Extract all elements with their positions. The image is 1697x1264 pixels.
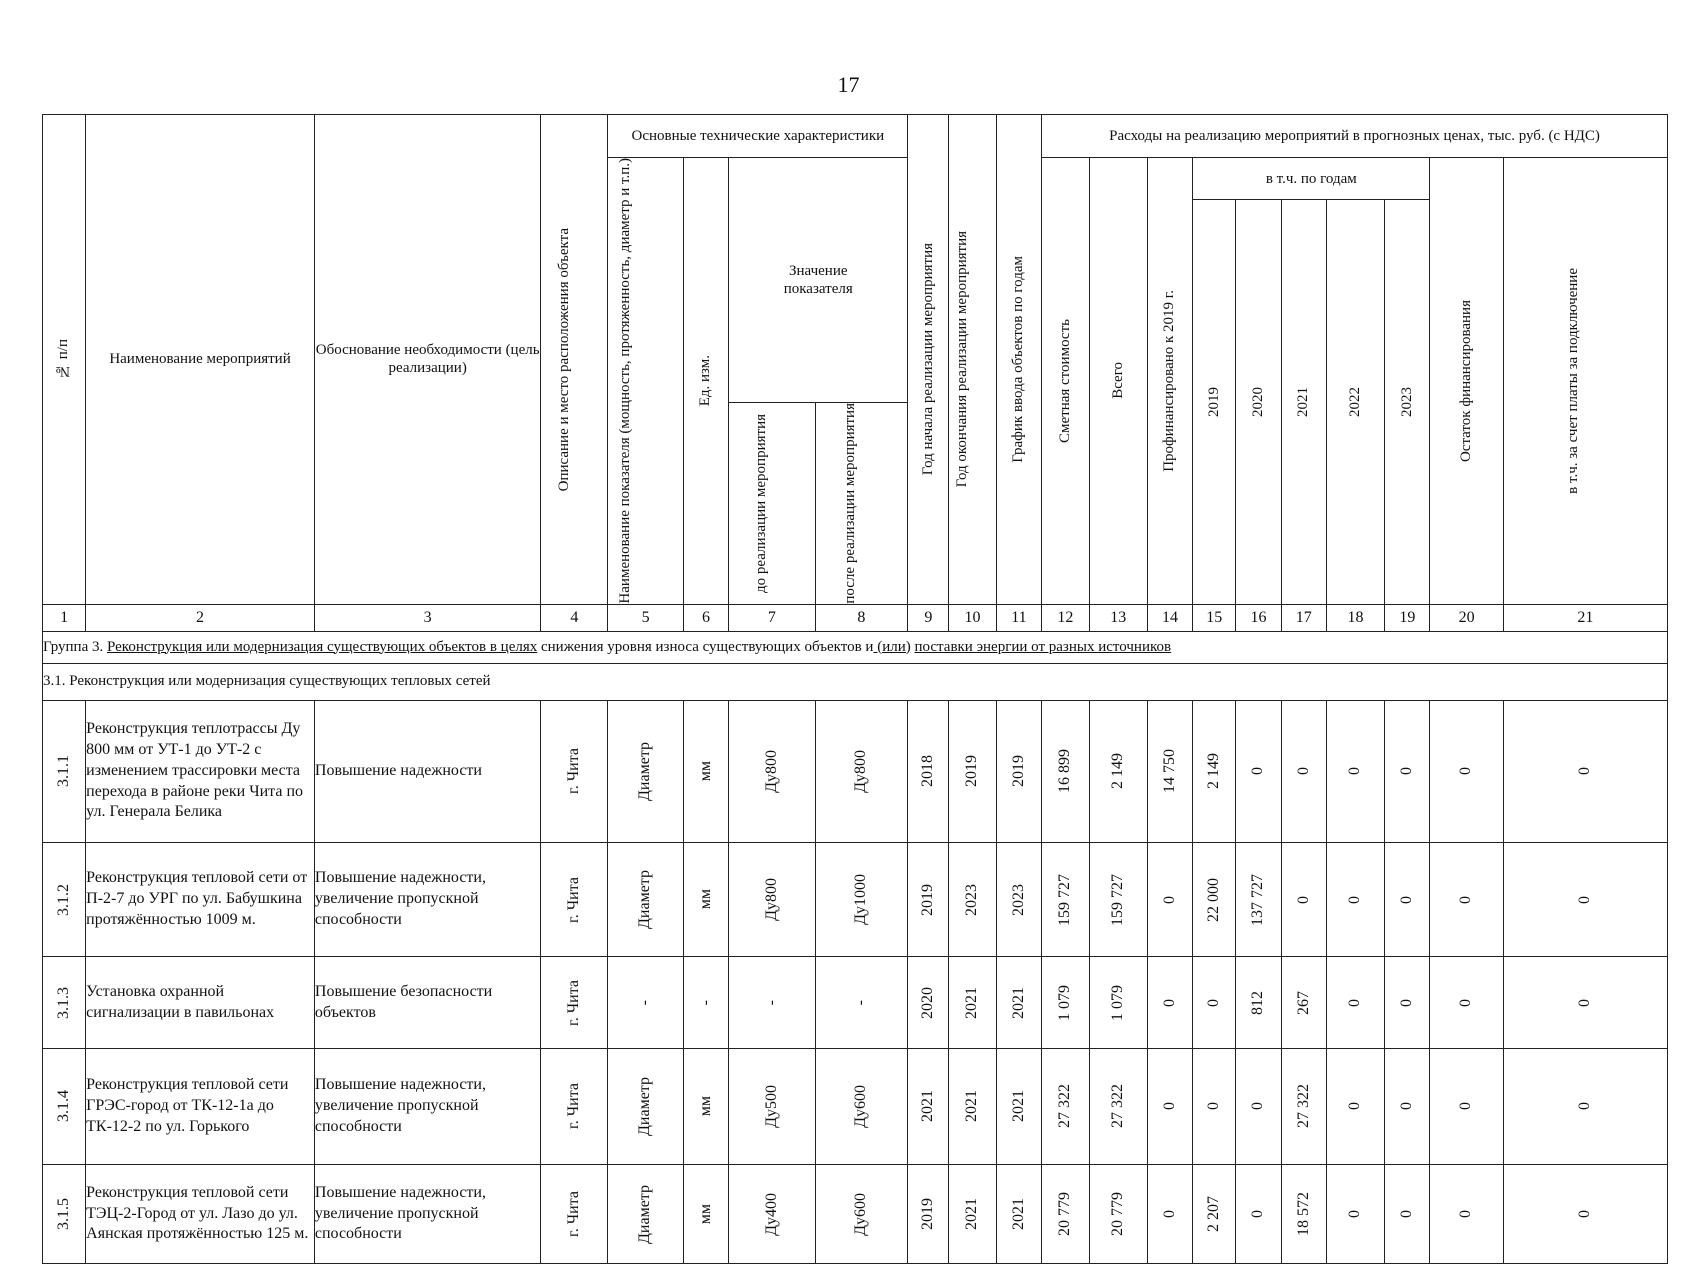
location: [541, 1048, 608, 1164]
cost-2020: [1236, 700, 1281, 842]
row-number: [43, 1165, 86, 1264]
value-before: [729, 1048, 815, 1164]
start-year-text: 2019: [919, 883, 937, 916]
financed-2019: [1147, 957, 1192, 1048]
column-number: 17: [1281, 604, 1326, 631]
activity-name: Реконструкция теплотрассы Ду 800 мм от УТ-1 до УТ-2 с изменением трассировки места перехода в районе реки Чита по ул. Генерала Белика: [86, 700, 315, 842]
column-number: 15: [1193, 604, 1236, 631]
estimate-cost-text: 20 779: [1056, 1192, 1074, 1237]
remainder-text: 0: [1457, 767, 1475, 776]
remainder: [1430, 700, 1503, 842]
column-number: 4: [541, 604, 608, 631]
cost-2022-text: 0: [1346, 767, 1364, 776]
location-text: г. Чита: [565, 979, 583, 1026]
cost-2023: [1385, 957, 1430, 1048]
header-connection-fee: в т.ч. за счет платы за подключение: [1503, 158, 1667, 605]
remainder-text: 0: [1457, 1210, 1475, 1219]
header-start-year: Год начала реализации мероприятия: [908, 115, 949, 605]
schedule-year-text: 2023: [1009, 883, 1027, 916]
subgroup-title: 3.1. Реконструкция или модернизация существующих тепловых сетей: [43, 663, 1668, 700]
end-year: [949, 1048, 996, 1164]
header-justification: Обоснование необходимости (цель реализации): [314, 115, 541, 605]
financed-2019-text: 0: [1160, 998, 1178, 1007]
estimate-cost: [1042, 957, 1089, 1048]
value-after: [815, 1165, 908, 1264]
table-row: [43, 957, 1668, 1048]
location: [541, 957, 608, 1048]
table-row: [43, 1165, 1668, 1264]
cost-2019: [1193, 1165, 1236, 1264]
justification: Повышение безопасности объектов: [314, 957, 541, 1048]
estimate-cost-text: 1 079: [1056, 984, 1074, 1021]
header-year-2023: 2023: [1385, 200, 1430, 605]
investment-program-table: [42, 114, 1668, 1264]
location-text: г. Чита: [565, 876, 583, 923]
total-cost: [1089, 1048, 1147, 1164]
schedule-year-text: 2021: [1009, 986, 1027, 1019]
row-number-text: 3.1.2: [54, 883, 72, 916]
cost-2023-text: 0: [1398, 767, 1416, 776]
cost-2023-text: 0: [1398, 1210, 1416, 1219]
column-number: 7: [729, 604, 815, 631]
header-end-year: Год окончания реализации мероприятия: [949, 115, 996, 605]
cost-2021-text: 267: [1294, 990, 1312, 1015]
indicator-name-text: Диаметр: [636, 741, 654, 801]
cost-2021: [1281, 957, 1326, 1048]
value-after: [815, 957, 908, 1048]
header-unit: Ед. изм.: [683, 158, 728, 605]
cost-2019: [1193, 700, 1236, 842]
row-number-text: 3.1.5: [54, 1198, 72, 1231]
schedule-year-text: 2019: [1009, 755, 1027, 788]
cost-2022: [1326, 957, 1384, 1048]
remainder-text: 0: [1457, 895, 1475, 904]
connection-fee: [1503, 957, 1667, 1048]
column-number: 3: [314, 604, 541, 631]
column-number: 14: [1147, 604, 1192, 631]
indicator-name: [608, 1048, 684, 1164]
remainder: [1430, 842, 1503, 956]
column-number: 1: [43, 604, 86, 631]
column-number: 8: [815, 604, 908, 631]
value-before: [729, 700, 815, 842]
financed-2019: [1147, 1165, 1192, 1264]
financed-2019-text: 0: [1160, 1210, 1178, 1219]
estimate-cost-text: 27 322: [1056, 1084, 1074, 1129]
connection-fee: [1503, 1165, 1667, 1264]
row-number: [43, 957, 86, 1048]
estimate-cost-text: 16 899: [1056, 749, 1074, 794]
group-row: [43, 631, 1668, 663]
column-number: 18: [1326, 604, 1384, 631]
cost-2021-text: 27 322: [1294, 1084, 1312, 1129]
start-year: [908, 957, 949, 1048]
cost-2020-text: 137 727: [1249, 873, 1267, 926]
header-num: № п/п: [43, 115, 86, 605]
end-year: [949, 1165, 996, 1264]
schedule-year: [996, 1165, 1041, 1264]
header-after: после реализации мероприятия: [815, 402, 908, 604]
financed-2019-text: 0: [1160, 895, 1178, 904]
header-financed: Профинансировано к 2019 г.: [1147, 158, 1192, 605]
indicator-name-text: Диаметр: [636, 870, 654, 930]
start-year: [908, 1048, 949, 1164]
cost-2023-text: 0: [1398, 998, 1416, 1007]
financed-2019-text: 14 750: [1160, 749, 1178, 794]
unit: [683, 842, 728, 956]
header-main-tech: Основные технические характеристики: [608, 115, 908, 158]
schedule-year: [996, 842, 1041, 956]
cost-2020-text: 0: [1249, 1210, 1267, 1219]
estimate-cost: [1042, 700, 1089, 842]
column-number: 20: [1430, 604, 1503, 631]
unit-text: мм: [696, 1096, 714, 1117]
total-cost: [1089, 1165, 1147, 1264]
cost-2021-text: 0: [1294, 767, 1312, 776]
location: [541, 842, 608, 956]
cost-2020: [1236, 1048, 1281, 1164]
financed-2019-text: 0: [1160, 1102, 1178, 1111]
value-after-text: Ду600: [852, 1084, 870, 1128]
activity-name: Реконструкция тепловой сети ТЭЦ-2-Город от ул. Лазо до ул. Аянская протяжённостью 125 м.: [86, 1165, 315, 1264]
column-number: 21: [1503, 604, 1667, 631]
end-year-text: 2023: [963, 883, 981, 916]
cost-2023: [1385, 842, 1430, 956]
cost-2019: [1193, 1048, 1236, 1164]
activity-name: Реконструкция тепловой сети от П-2-7 до УРГ по ул. Бабушкина протяжённостью 1009 м.: [86, 842, 315, 956]
indicator-name: [608, 842, 684, 956]
total-cost-text: 20 779: [1108, 1192, 1126, 1237]
location: [541, 1165, 608, 1264]
value-after-text: Ду800: [852, 749, 870, 793]
value-before-text: Ду400: [762, 1192, 780, 1236]
value-before-text: Ду500: [762, 1084, 780, 1128]
column-number: 2: [86, 604, 315, 631]
connection-fee-text: 0: [1576, 895, 1594, 904]
table-row: [43, 842, 1668, 956]
cost-2021-text: 0: [1294, 895, 1312, 904]
cost-2022-text: 0: [1346, 1102, 1364, 1111]
justification: Повышение надежности, увеличение пропускной способности: [314, 1048, 541, 1164]
cost-2021: [1281, 700, 1326, 842]
start-year-text: 2018: [919, 755, 937, 788]
header-year-2020: 2020: [1236, 200, 1281, 605]
value-after: [815, 1048, 908, 1164]
cost-2022: [1326, 842, 1384, 956]
cost-2023: [1385, 700, 1430, 842]
header-by-years: в т.ч. по годам: [1193, 158, 1430, 200]
row-number: [43, 700, 86, 842]
total-cost: [1089, 842, 1147, 956]
schedule-year-text: 2021: [1009, 1198, 1027, 1231]
unit-text: мм: [696, 1203, 714, 1225]
cost-2022-text: 0: [1346, 998, 1364, 1007]
end-year: [949, 957, 996, 1048]
cost-2019-text: 0: [1205, 1102, 1222, 1111]
start-year: [908, 700, 949, 842]
value-before-text: Ду800: [762, 749, 780, 793]
start-year: [908, 1165, 949, 1264]
cost-2022: [1326, 700, 1384, 842]
header-location: Описание и место расположения объекта: [541, 115, 608, 605]
cost-2019: [1193, 957, 1236, 1048]
cost-2021: [1281, 842, 1326, 956]
cost-2020: [1236, 1165, 1281, 1264]
indicator-name: [608, 1165, 684, 1264]
indicator-name-text: Диаметр: [636, 1184, 654, 1244]
header-row-1: [43, 115, 1668, 158]
cost-2019-text: 2 149: [1205, 753, 1222, 790]
header-remainder: Остаток финансирования: [1430, 158, 1503, 605]
cost-2023: [1385, 1048, 1430, 1164]
end-year: [949, 842, 996, 956]
cost-2019-text: 2 207: [1205, 1196, 1222, 1233]
start-year: [908, 842, 949, 956]
remainder: [1430, 1165, 1503, 1264]
total-cost: [1089, 700, 1147, 842]
total-cost: [1089, 957, 1147, 1048]
cost-2020: [1236, 842, 1281, 956]
row-number: [43, 842, 86, 956]
unit-text: мм: [696, 889, 714, 910]
cost-2022: [1326, 1048, 1384, 1164]
indicator-name: [608, 700, 684, 842]
unit: [683, 700, 728, 842]
cost-2020: [1236, 957, 1281, 1048]
start-year-text: 2020: [919, 986, 937, 1019]
start-year-text: 2021: [919, 1090, 937, 1123]
table-body: [43, 700, 1668, 1263]
header-estimate: Сметная стоимость: [1042, 158, 1089, 605]
indicator-name-text: -: [636, 999, 654, 1006]
total-cost-text: 159 727: [1108, 873, 1126, 926]
connection-fee: [1503, 1048, 1667, 1164]
remainder: [1430, 1048, 1503, 1164]
end-year-text: 2021: [963, 986, 981, 1019]
cost-2023-text: 0: [1398, 1102, 1416, 1111]
connection-fee: [1503, 842, 1667, 956]
value-before-text: -: [762, 999, 780, 1006]
remainder-text: 0: [1457, 1102, 1475, 1111]
indicator-name-text: Диаметр: [636, 1076, 654, 1136]
financed-2019: [1147, 700, 1192, 842]
total-cost-text: 1 079: [1108, 984, 1126, 1021]
row-number-text: 3.1.1: [54, 755, 72, 788]
cost-2023: [1385, 1165, 1430, 1264]
value-after: [815, 700, 908, 842]
header-year-2022: 2022: [1326, 200, 1384, 605]
header-year-2019: 2019: [1193, 200, 1236, 605]
value-after-text: -: [852, 999, 870, 1006]
estimate-cost: [1042, 1165, 1089, 1264]
financed-2019: [1147, 842, 1192, 956]
location-text: г. Чита: [565, 748, 583, 795]
column-number: 19: [1385, 604, 1430, 631]
cost-2022-text: 0: [1346, 1210, 1364, 1219]
cost-2020-text: 0: [1249, 1102, 1267, 1111]
cost-2022-text: 0: [1346, 895, 1364, 904]
remainder: [1430, 957, 1503, 1048]
connection-fee-text: 0: [1576, 998, 1594, 1007]
row-number-text: 3.1.4: [54, 1090, 72, 1123]
connection-fee-text: 0: [1576, 1210, 1594, 1219]
connection-fee-text: 0: [1576, 767, 1594, 776]
column-number: 11: [996, 604, 1041, 631]
location-text: г. Чита: [565, 1083, 583, 1130]
table-row: [43, 700, 1668, 842]
cost-2019-text: 0: [1205, 998, 1222, 1007]
end-year-text: 2019: [963, 755, 981, 788]
column-number: 9: [908, 604, 949, 631]
header-indicator-name: Наименование показателя (мощность, протяженность, диаметр и т.п.): [608, 158, 684, 605]
row-number-text: 3.1.3: [54, 986, 72, 1019]
row-number: [43, 1048, 86, 1164]
start-year-text: 2019: [919, 1198, 937, 1231]
column-number: 16: [1236, 604, 1281, 631]
location-text: г. Чита: [565, 1191, 583, 1238]
cost-2021-text: 18 572: [1294, 1192, 1312, 1237]
cost-2019-text: 22 000: [1205, 877, 1222, 922]
header-name: Наименование мероприятий: [86, 115, 315, 605]
connection-fee-text: 0: [1576, 1102, 1594, 1111]
schedule-year: [996, 700, 1041, 842]
estimate-cost: [1042, 842, 1089, 956]
unit-text: -: [696, 999, 714, 1006]
cost-2021: [1281, 1165, 1326, 1264]
total-cost-text: 27 322: [1108, 1084, 1126, 1129]
estimate-cost: [1042, 1048, 1089, 1164]
remainder-text: 0: [1457, 998, 1475, 1007]
group-title: Группа 3. Реконструкция или модернизация существующих объектов в целях снижения уровня износа существующих объектов и (или) поставки энергии от разных источников: [43, 631, 1668, 663]
end-year: [949, 700, 996, 842]
header-total: Всего: [1089, 158, 1147, 605]
column-number: 13: [1089, 604, 1147, 631]
justification: Повышение надежности, увеличение пропускной способности: [314, 842, 541, 956]
column-number: 10: [949, 604, 996, 631]
cost-2023-text: 0: [1398, 895, 1416, 904]
schedule-year: [996, 957, 1041, 1048]
unit-text: мм: [696, 761, 714, 782]
location: [541, 700, 608, 842]
cost-2021: [1281, 1048, 1326, 1164]
schedule-year: [996, 1048, 1041, 1164]
subgroup-row: [43, 663, 1668, 700]
header-before: до реализации мероприятия: [729, 402, 815, 604]
unit: [683, 1048, 728, 1164]
cost-2022: [1326, 1165, 1384, 1264]
justification: Повышение надежности: [314, 700, 541, 842]
column-number: 5: [608, 604, 684, 631]
table-row: [43, 1048, 1668, 1164]
cost-2020-text: 812: [1249, 990, 1267, 1015]
cost-2019: [1193, 842, 1236, 956]
value-before-text: Ду800: [762, 878, 780, 922]
total-cost-text: 2 149: [1108, 753, 1126, 790]
activity-name: Реконструкция тепловой сети ГРЭС-город от ТК-12-1а до ТК-12-2 по ул. Горького: [86, 1048, 315, 1164]
value-after-text: Ду600: [852, 1192, 870, 1236]
activity-name: Установка охранной сигнализации в павильонах: [86, 957, 315, 1048]
unit: [683, 957, 728, 1048]
value-before: [729, 1165, 815, 1264]
value-after-text: Ду1000: [852, 874, 870, 926]
estimate-cost-text: 159 727: [1056, 873, 1074, 926]
end-year-text: 2021: [963, 1198, 981, 1231]
end-year-text: 2021: [963, 1090, 981, 1123]
header-schedule: График ввода объектов по годам: [996, 115, 1041, 605]
connection-fee: [1503, 700, 1667, 842]
justification: Повышение надежности, увеличение пропускной способности: [314, 1165, 541, 1264]
column-number: 6: [683, 604, 728, 631]
value-before: [729, 842, 815, 956]
indicator-name: [608, 957, 684, 1048]
value-after: [815, 842, 908, 956]
schedule-year-text: 2021: [1009, 1090, 1027, 1123]
column-numbers-row: [43, 604, 1668, 631]
header-year-2021: 2021: [1281, 200, 1326, 605]
value-before: [729, 957, 815, 1048]
page-number: 17: [837, 72, 860, 97]
column-number: 12: [1042, 604, 1089, 631]
financed-2019: [1147, 1048, 1192, 1164]
header-costs: Расходы на реализацию мероприятий в прогнозных ценах, тыс. руб. (с НДС): [1042, 115, 1668, 158]
header-indicator-value: Значение показателя: [729, 158, 908, 403]
unit: [683, 1165, 728, 1264]
cost-2020-text: 0: [1249, 767, 1267, 776]
